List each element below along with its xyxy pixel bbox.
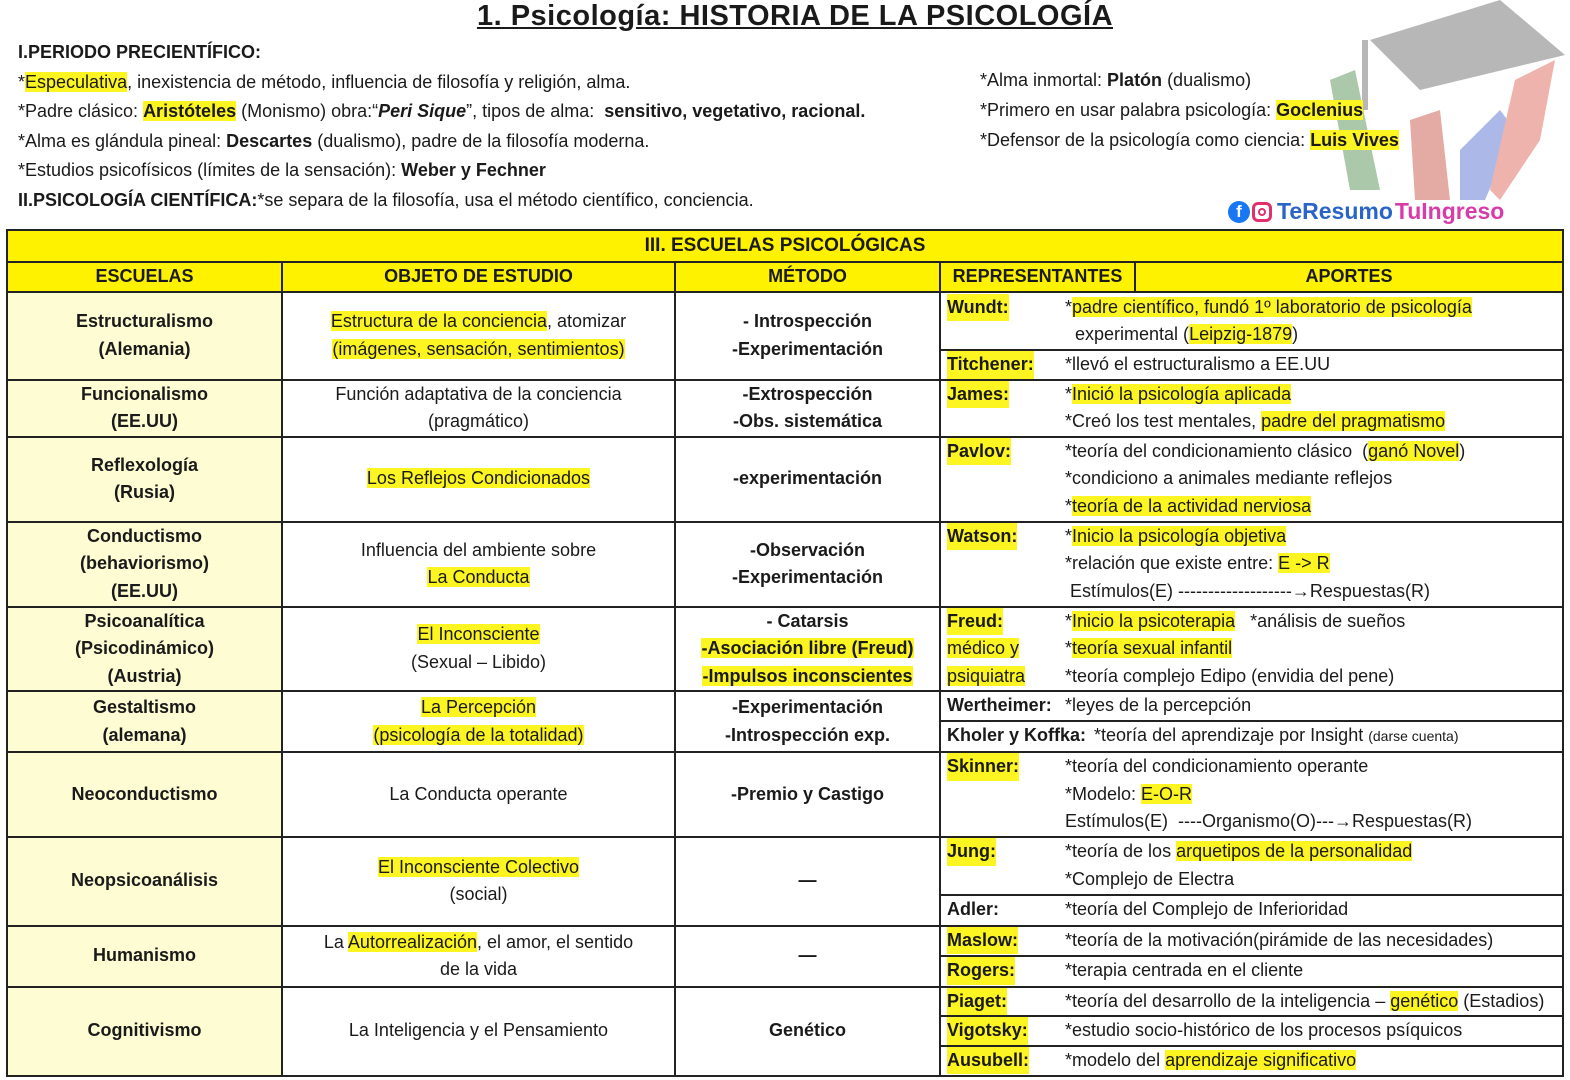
contributions bbox=[1065, 381, 1445, 436]
highlighted-text: (psicología de la totalidad) bbox=[373, 724, 584, 745]
text-segment: -Introspección exp. bbox=[724, 724, 891, 745]
school-name-cell bbox=[7, 292, 282, 380]
text-line bbox=[289, 956, 668, 984]
text-line bbox=[1065, 465, 1465, 493]
school-name-cell bbox=[7, 837, 282, 926]
text-segment: Estímulos(E) -------------------→Respuestas(R) bbox=[1065, 580, 1430, 601]
representative-title: psiquiatra bbox=[947, 665, 1026, 686]
table-row bbox=[7, 437, 1563, 522]
table-body bbox=[7, 292, 1563, 1076]
contributions bbox=[1065, 838, 1412, 893]
text-line bbox=[18, 68, 865, 98]
text-segment: *estudio socio-histórico de los procesos psíquicos bbox=[1065, 1020, 1463, 1040]
text-segment: (Sexual – Libido) bbox=[410, 651, 547, 672]
highlighted-text: -Asociación libre (Freud) bbox=[701, 638, 914, 658]
text-line bbox=[1065, 896, 1348, 924]
handle-part-1: TeResumo bbox=[1277, 198, 1393, 224]
method-cell bbox=[675, 987, 940, 1076]
school-name-cell bbox=[7, 987, 282, 1076]
text-segment: * bbox=[1065, 296, 1073, 317]
school-name-cell bbox=[7, 926, 282, 987]
text-segment: *leyes de la percepción bbox=[1065, 695, 1252, 716]
contributions bbox=[1065, 294, 1472, 349]
text-segment: -Experimentación bbox=[731, 567, 884, 587]
text-segment: -Observación bbox=[749, 539, 866, 560]
text-segment: ) bbox=[1459, 440, 1466, 461]
text-line bbox=[682, 564, 933, 592]
table-row bbox=[7, 380, 1563, 437]
representative-name: Kholer y Koffka: bbox=[947, 725, 1087, 746]
text-segment: *Estudios psicofísicos (límites de la sensación): bbox=[18, 160, 402, 180]
highlighted-text: Leipzig-1879 bbox=[1189, 324, 1293, 344]
text-line bbox=[1065, 550, 1430, 578]
representative-name: Wertheimer: bbox=[947, 695, 1052, 716]
text-segment: (dualismo) bbox=[1162, 70, 1252, 90]
method-cell bbox=[675, 691, 940, 752]
representative-cell bbox=[940, 380, 1563, 437]
text-segment: * bbox=[1065, 495, 1073, 516]
text-segment: *Alma inmortal: bbox=[980, 70, 1108, 90]
representative-name: Adler: bbox=[947, 899, 1000, 920]
study-object-cell bbox=[282, 380, 675, 437]
representative-name: Titchener: bbox=[947, 351, 1034, 379]
method-cell bbox=[675, 607, 940, 692]
school-name: Psicoanalítica bbox=[84, 610, 205, 631]
representative-name: Freud: bbox=[947, 608, 1003, 636]
text-segment: Genético bbox=[768, 1020, 847, 1041]
text-line bbox=[289, 1017, 668, 1045]
school-name: (EE.UU) bbox=[111, 580, 178, 601]
representative-name: Jung: bbox=[947, 838, 996, 866]
text-segment: de la vida bbox=[439, 959, 518, 979]
table-row bbox=[7, 837, 1563, 895]
text-segment: -Experimentación bbox=[731, 338, 884, 359]
contributions bbox=[1065, 692, 1251, 720]
text-segment: -Extrospección bbox=[742, 383, 873, 404]
text-segment: *teoría del condicionamiento operante bbox=[1065, 756, 1369, 776]
representative-name: Piaget: bbox=[947, 988, 1007, 1016]
section-1-right-column bbox=[980, 65, 1399, 155]
study-object-cell bbox=[282, 987, 675, 1076]
text-segment: -Obs. sistemática bbox=[732, 411, 883, 431]
highlighted-text: (imágenes, sensación, sentimientos) bbox=[332, 338, 625, 359]
school-name: Reflexología bbox=[90, 454, 199, 475]
highlighted-text: -Impulsos inconscientes bbox=[702, 665, 913, 686]
table-row bbox=[7, 292, 1563, 350]
text-segment: experimental ( bbox=[1065, 324, 1190, 344]
text-segment: - Introspección bbox=[742, 311, 872, 332]
header-metodo: MÉTODO bbox=[675, 262, 940, 292]
text-line bbox=[289, 537, 668, 565]
schools-table bbox=[6, 229, 1564, 1077]
school-name-cell bbox=[7, 607, 282, 692]
method-cell bbox=[675, 752, 940, 837]
text-line bbox=[682, 608, 933, 636]
representative-cell bbox=[940, 1016, 1563, 1046]
section-2-text: *se separa de la filosofía, usa el método científico, conciencia. bbox=[257, 189, 754, 210]
representative-name: Ausubell: bbox=[947, 1047, 1029, 1075]
text-segment: *teoría complejo Edipo (envidia del pene) bbox=[1065, 665, 1395, 686]
section-1-heading: I.PERIODO PRECIENTÍFICO: bbox=[18, 42, 262, 62]
intro-section bbox=[18, 38, 865, 215]
school-name: Neopsicoanálisis bbox=[70, 870, 219, 891]
text-segment: La Conducta operante bbox=[389, 783, 568, 804]
school-name-cell bbox=[7, 691, 282, 752]
text-segment: -Experimentación bbox=[731, 697, 884, 717]
method-cell bbox=[675, 522, 940, 607]
highlighted-text: Los Reflejos Condicionados bbox=[366, 468, 591, 489]
section-1-lines bbox=[18, 68, 865, 186]
school-name: (EE.UU) bbox=[111, 411, 178, 431]
highlighted-text: Inicio la psicoterapia bbox=[1072, 610, 1236, 631]
highlighted-text: Inicio la psicología objetiva bbox=[1072, 525, 1287, 546]
contributions bbox=[1094, 722, 1458, 751]
highlighted-text: Luis Vives bbox=[1310, 130, 1399, 150]
text-line bbox=[289, 694, 668, 722]
text-line bbox=[682, 635, 933, 663]
text-segment: *teoría de los bbox=[1065, 841, 1177, 861]
text-segment: -experimentación bbox=[732, 468, 883, 489]
representative-cell bbox=[940, 895, 1563, 926]
text-line bbox=[1065, 927, 1493, 955]
highlighted-text: Aristóteles bbox=[143, 101, 237, 121]
representative-cell bbox=[940, 292, 1563, 350]
representative-name: James: bbox=[947, 381, 1009, 409]
text-segment: Weber y Fechner bbox=[401, 160, 546, 180]
text-segment: *Complejo de Electra bbox=[1065, 868, 1235, 889]
text-segment: *Alma es glándula pineal: bbox=[18, 130, 227, 151]
school-name: Conductismo bbox=[87, 525, 202, 546]
text-line bbox=[682, 722, 933, 750]
highlighted-text: La Conducta bbox=[427, 567, 530, 587]
representative-cell bbox=[940, 522, 1563, 607]
representative-name: Vigotsky: bbox=[947, 1017, 1028, 1045]
study-object-cell bbox=[282, 292, 675, 380]
header-representantes: REPRESENTANTES bbox=[940, 262, 1135, 292]
text-segment: *Primero en usar palabra psicología: bbox=[980, 100, 1277, 120]
highlighted-text: teoría de la actividad nerviosa bbox=[1072, 495, 1312, 516]
text-line bbox=[1065, 408, 1445, 436]
school-name: Estructuralismo bbox=[75, 311, 214, 332]
text-line bbox=[682, 694, 933, 722]
contributions bbox=[1065, 957, 1303, 985]
highlighted-text: teoría sexual infantil bbox=[1072, 638, 1233, 658]
method-cell bbox=[675, 292, 940, 380]
text-line bbox=[682, 1017, 933, 1045]
text-line bbox=[1065, 957, 1303, 985]
text-line bbox=[1065, 493, 1465, 521]
representative-name: Wundt: bbox=[947, 294, 1009, 322]
contributions bbox=[1065, 896, 1348, 924]
school-name: Humanismo bbox=[92, 945, 197, 966]
school-name: (alemana) bbox=[102, 724, 187, 745]
representative-title: médico y bbox=[947, 638, 1020, 658]
school-name-cell bbox=[7, 522, 282, 607]
representative-cell bbox=[940, 1046, 1563, 1076]
text-line bbox=[289, 336, 668, 364]
text-segment: Estímulos(E) ----Organismo(O)---→Respuestas(R) bbox=[1065, 811, 1473, 831]
header-escuelas: ESCUELAS bbox=[7, 262, 282, 292]
text-line bbox=[1065, 608, 1405, 636]
school-name: Funcionalismo bbox=[80, 383, 208, 404]
text-segment: - Catarsis bbox=[766, 610, 849, 631]
school-name: Gestaltismo bbox=[92, 697, 197, 717]
representative-cell bbox=[940, 956, 1563, 987]
table-section-title: III. ESCUELAS PSICOLÓGICAS bbox=[7, 230, 1563, 262]
representative-cell bbox=[940, 350, 1563, 380]
school-name: (Rusia) bbox=[113, 482, 175, 502]
method-cell bbox=[675, 437, 940, 522]
representative-name: Maslow: bbox=[947, 927, 1018, 955]
text-segment: La bbox=[323, 931, 348, 952]
handle-part-2: TuIngreso bbox=[1394, 198, 1505, 224]
text-line bbox=[1065, 866, 1412, 894]
text-segment: *llevó el estructuralismo a EE.UU bbox=[1065, 354, 1331, 374]
representative-cell bbox=[940, 752, 1563, 837]
text-segment: Peri Sique bbox=[378, 101, 467, 121]
contributions bbox=[1065, 1047, 1356, 1075]
study-object-cell bbox=[282, 837, 675, 926]
text-segment: , el amor, el sentido bbox=[477, 931, 634, 952]
highlighted-text: Especulativa bbox=[25, 71, 128, 92]
text-segment: (darse cuenta) bbox=[1368, 728, 1459, 745]
text-segment: *teoría de la motivación(pirámide de las necesidades) bbox=[1065, 929, 1494, 950]
text-segment: , inexistencia de método, influencia de filosofía y religión, alma. bbox=[127, 71, 631, 92]
contributions bbox=[1065, 351, 1330, 379]
school-name-cell bbox=[7, 752, 282, 837]
text-line bbox=[1065, 1047, 1356, 1075]
text-segment: *Creó los test mentales, bbox=[1065, 411, 1262, 431]
header-aportes: APORTES bbox=[1135, 262, 1563, 292]
representative-name: Watson: bbox=[947, 523, 1017, 551]
table-row bbox=[7, 691, 1563, 721]
text-segment: * bbox=[1065, 525, 1073, 546]
highlighted-text: E -> R bbox=[1278, 553, 1330, 574]
representative-cell bbox=[940, 721, 1563, 752]
table-row bbox=[7, 926, 1563, 956]
study-object-cell bbox=[282, 437, 675, 522]
text-line bbox=[18, 156, 865, 186]
text-line bbox=[289, 854, 668, 882]
text-segment: La Inteligencia y el Pensamiento bbox=[348, 1020, 609, 1041]
page-title: 1. Psicología: HISTORIA DE LA PSICOLOGÍA bbox=[476, 0, 1114, 32]
text-line bbox=[289, 881, 668, 909]
text-line bbox=[1065, 635, 1405, 663]
highlighted-text: Autorrealización bbox=[347, 931, 477, 952]
text-segment: — bbox=[798, 945, 817, 966]
study-object-cell bbox=[282, 607, 675, 692]
text-segment: *Defensor de la psicología como ciencia: bbox=[980, 130, 1311, 150]
text-line bbox=[18, 127, 865, 157]
text-segment: *teoría del aprendizaje por Insight bbox=[1094, 725, 1369, 746]
method-cell bbox=[675, 380, 940, 437]
text-line bbox=[1065, 808, 1472, 836]
text-line bbox=[682, 537, 933, 565]
text-line bbox=[1065, 578, 1430, 606]
method-cell bbox=[675, 926, 940, 987]
contributions bbox=[1065, 1017, 1462, 1045]
highlighted-text: La Percepción bbox=[420, 697, 537, 717]
text-line bbox=[682, 867, 933, 895]
representative-cell bbox=[940, 437, 1563, 522]
text-segment: *relación que existe entre: bbox=[1065, 553, 1279, 574]
text-segment: *teoría del desarrollo de la inteligencia – bbox=[1065, 990, 1391, 1011]
school-name: Neoconductismo bbox=[71, 783, 218, 804]
text-line bbox=[289, 465, 668, 493]
text-line bbox=[682, 465, 933, 493]
contributions bbox=[1065, 927, 1493, 955]
text-line bbox=[1065, 781, 1472, 809]
school-name: (Psicodinámico) bbox=[74, 638, 215, 658]
instagram-icon bbox=[1252, 202, 1272, 222]
text-segment: *análisis de sueños bbox=[1235, 610, 1406, 631]
school-name-cell bbox=[7, 437, 282, 522]
text-segment: , atomizar bbox=[547, 311, 627, 332]
text-segment: *modelo del bbox=[1065, 1049, 1166, 1070]
text-line bbox=[1065, 753, 1472, 781]
text-line bbox=[1065, 523, 1430, 551]
text-segment: Función adaptativa de la conciencia bbox=[335, 383, 622, 404]
highlighted-text: ganó Novel bbox=[1368, 440, 1460, 461]
table-row bbox=[7, 752, 1563, 837]
text-line bbox=[289, 929, 668, 957]
text-segment: (Estadios) bbox=[1458, 990, 1545, 1011]
text-line bbox=[1065, 838, 1412, 866]
representative-name: Skinner: bbox=[947, 753, 1019, 781]
text-line bbox=[289, 408, 668, 436]
highlighted-text: arquetipos de la personalidad bbox=[1176, 841, 1413, 861]
text-line bbox=[682, 942, 933, 970]
representative-name: Pavlov: bbox=[947, 438, 1011, 466]
section-2-heading: II.PSICOLOGÍA CIENTÍFICA: bbox=[18, 189, 258, 210]
text-segment: *Padre clásico: bbox=[18, 101, 144, 121]
contributions bbox=[1065, 753, 1472, 836]
text-segment: ”, tipos de alma: bbox=[466, 101, 605, 121]
text-segment: *Modelo: bbox=[1065, 783, 1142, 804]
representative-cell bbox=[940, 926, 1563, 956]
representative-cell bbox=[940, 691, 1563, 721]
text-line bbox=[682, 336, 933, 364]
text-line bbox=[289, 308, 668, 336]
text-segment: (dualismo), padre de la filosofía moderna. bbox=[312, 130, 650, 151]
text-line bbox=[18, 97, 865, 127]
school-name: (behaviorismo) bbox=[79, 553, 210, 574]
text-line bbox=[980, 125, 1399, 155]
text-line bbox=[289, 621, 668, 649]
school-name: (Austria) bbox=[107, 665, 182, 686]
highlighted-text: genético bbox=[1390, 990, 1459, 1011]
representative-cell bbox=[940, 607, 1563, 692]
highlighted-text: Inició la psicología aplicada bbox=[1072, 383, 1292, 404]
study-object-cell bbox=[282, 926, 675, 987]
text-line bbox=[682, 408, 933, 436]
text-segment: (social) bbox=[449, 884, 508, 904]
text-segment: *teoría del condicionamiento clásico ( bbox=[1065, 440, 1369, 461]
text-segment: *condiciono a animales mediante reflejos bbox=[1065, 468, 1393, 489]
text-segment: * bbox=[1065, 383, 1073, 404]
text-line bbox=[1065, 663, 1405, 691]
text-line bbox=[682, 381, 933, 409]
highlighted-text: Goclenius bbox=[1276, 100, 1364, 120]
text-segment: *teoría del Complejo de Inferioridad bbox=[1065, 899, 1349, 920]
text-segment: Platón bbox=[1107, 70, 1163, 90]
text-line bbox=[289, 381, 668, 409]
text-segment: (Monismo) obra:“ bbox=[236, 101, 379, 121]
highlighted-text: padre del pragmatismo bbox=[1261, 411, 1446, 431]
text-line bbox=[1065, 381, 1445, 409]
text-line bbox=[1065, 438, 1465, 466]
highlighted-text: padre científico, fundó 1º laboratorio de psicología bbox=[1072, 296, 1472, 317]
text-segment: -Premio y Castigo bbox=[730, 783, 885, 804]
school-name: (Alemania) bbox=[98, 338, 191, 359]
text-segment: Influencia del ambiente sobre bbox=[360, 539, 597, 560]
text-segment: * bbox=[1065, 610, 1073, 631]
social-handle bbox=[1228, 198, 1504, 225]
text-line bbox=[289, 564, 668, 592]
text-segment: — bbox=[798, 870, 817, 891]
table-row bbox=[7, 522, 1563, 607]
text-line bbox=[682, 781, 933, 809]
school-name-cell bbox=[7, 380, 282, 437]
contributions bbox=[1065, 523, 1430, 606]
study-object-cell bbox=[282, 522, 675, 607]
text-line bbox=[289, 781, 668, 809]
table-row bbox=[7, 607, 1563, 692]
section-2-line bbox=[18, 186, 865, 216]
method-cell bbox=[675, 837, 940, 926]
text-line bbox=[1065, 988, 1544, 1016]
text-segment: *terapia centrada en el cliente bbox=[1065, 960, 1304, 981]
study-object-cell bbox=[282, 752, 675, 837]
text-line bbox=[1065, 351, 1330, 379]
header-objeto: OBJETO DE ESTUDIO bbox=[282, 262, 675, 292]
text-line bbox=[1065, 692, 1251, 720]
text-line bbox=[1065, 321, 1472, 349]
study-object-cell bbox=[282, 691, 675, 752]
contributions bbox=[1065, 988, 1544, 1016]
representative-cell bbox=[940, 987, 1563, 1017]
contributions bbox=[1065, 608, 1405, 691]
highlighted-text: El Inconsciente Colectivo bbox=[377, 856, 580, 877]
highlighted-text: aprendizaje significativo bbox=[1165, 1049, 1357, 1070]
text-segment: sensitivo, vegetativo, racional. bbox=[604, 101, 866, 121]
table-row bbox=[7, 987, 1563, 1017]
text-line bbox=[980, 95, 1399, 125]
text-line bbox=[682, 663, 933, 691]
text-segment: * bbox=[1065, 638, 1073, 658]
text-segment: ) bbox=[1292, 324, 1299, 344]
school-name: Cognitivismo bbox=[87, 1020, 202, 1041]
text-line bbox=[1065, 294, 1472, 322]
highlighted-text: El Inconsciente bbox=[417, 624, 540, 645]
text-segment: * bbox=[18, 71, 26, 92]
text-line bbox=[980, 65, 1399, 95]
representative-cell bbox=[940, 837, 1563, 895]
contributions bbox=[1065, 438, 1465, 521]
text-line bbox=[289, 722, 668, 750]
representative-name: Rogers: bbox=[947, 957, 1015, 985]
text-segment: (pragmático) bbox=[427, 411, 530, 431]
facebook-icon: f bbox=[1228, 201, 1250, 223]
highlighted-text: E-O-R bbox=[1141, 783, 1193, 804]
text-line bbox=[289, 649, 668, 677]
text-line bbox=[682, 308, 933, 336]
text-line bbox=[1065, 1017, 1462, 1045]
text-segment: Descartes bbox=[226, 130, 313, 151]
highlighted-text: Estructura de la conciencia bbox=[330, 311, 548, 332]
text-line bbox=[1094, 722, 1458, 751]
